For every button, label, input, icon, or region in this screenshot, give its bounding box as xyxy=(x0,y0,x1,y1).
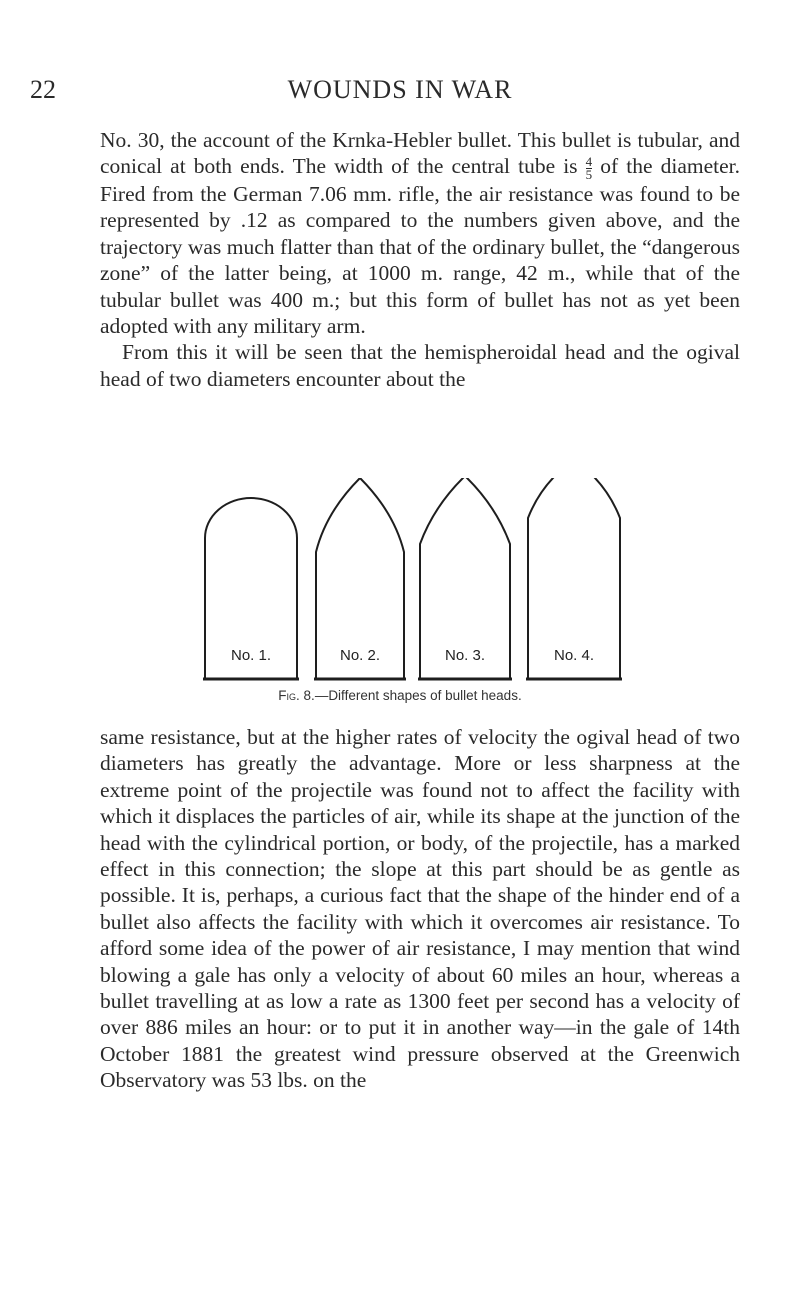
paragraph-krnka-hebler xyxy=(100,127,740,339)
bullet-label-4: No. 4. xyxy=(553,647,595,664)
bullet-heads-figure xyxy=(198,478,658,686)
bullet-label-3: No. 3. xyxy=(444,647,486,664)
bullet-label-2: No. 2. xyxy=(339,647,381,664)
page-number: 22 xyxy=(30,75,56,104)
running-title: WOUNDS IN WAR xyxy=(287,75,513,104)
figure-caption-label: Fig. 8. xyxy=(278,688,315,703)
paragraph-hemispheroidal: From this it will be seen that the hemispheroidal head and the ogival head of two diameters encounter about the xyxy=(100,340,740,391)
figure-caption xyxy=(0,688,800,703)
figure-caption-text: —Different shapes of bullet heads. xyxy=(314,688,522,703)
body-text-bottom xyxy=(100,724,740,1094)
bullet-heads-drawing xyxy=(198,478,658,686)
paragraph-same-resistance: same resistance, but at the higher rates of velocity the ogival head of two diameters has greatly the advantage. More or less sharpness at the extreme point of the projectile was found not to affect the facility with which it displaces the particles of air, while its shape at the junction of the head with the cylindrical portion, or body, of the projectile, has a marked effect in this connection; the slope at this part should be as gentle as possible. It is, perhaps, a curious fact that the shape of the hinder end of a bullet also affects the facility with which it overcomes air resistance. To afford some idea of the power of air resistance, I may mention that wind blowing a gale has only a velocity of about 60 miles an hour, whereas a bullet travelling at as low a rate as 1300 feet per second has a velocity of over 886 miles an hour: or to put it in another way—in the gale of 14th October 1881 the greatest wind pressure observed at the Greenwich Observatory was 53 lbs. on the xyxy=(100,725,740,1093)
fraction-denominator: 5 xyxy=(585,166,593,182)
bullet-label-1: No. 1. xyxy=(230,647,272,664)
paragraph-1-part-1: No. 30, the account of the Krnka-Hebler bullet. This bullet is tubular, and conical at both ends. The width of the central tube is xyxy=(100,128,740,179)
fraction-numerator: 4 xyxy=(585,153,593,169)
fraction xyxy=(585,153,593,182)
paragraph-1-part-2: of the diameter. Fired from the German 7.06 mm. rifle, the air resistance was found to be represented by .12 as compared to the numbers given above, and the trajectory was much flatter than that of the ordinary bullet, the “dangerous zone” of the latter being, at 1000 m. range, 42 m., while that of the tubular bullet was 400 m.; but this form of bullet has not as yet been adopted with any military arm. xyxy=(100,154,740,338)
body-text-top xyxy=(100,127,740,392)
